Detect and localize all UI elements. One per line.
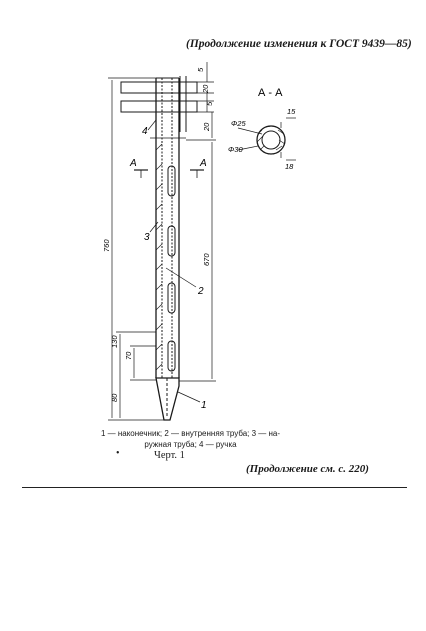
section-inner-circle bbox=[262, 131, 280, 149]
horizontal-rule bbox=[22, 487, 407, 488]
dim-5-top: 5 bbox=[196, 67, 205, 72]
dim-70: 70 bbox=[124, 351, 133, 360]
section-dim-25: Φ25 bbox=[231, 119, 246, 128]
section-dim-18: 18 bbox=[285, 162, 294, 171]
figure-caption: Черт. 1 bbox=[154, 450, 185, 461]
dim-5-b: 5 bbox=[205, 101, 214, 106]
section-mark-left: A bbox=[130, 158, 137, 169]
dim-80: 80 bbox=[110, 393, 119, 402]
dim-130: 130 bbox=[110, 335, 119, 348]
section-title: А - А bbox=[258, 87, 283, 99]
section-dim-15: 15 bbox=[287, 107, 296, 116]
dim-20-a: 20 bbox=[201, 84, 210, 93]
legend-line-2: ружная труба; 4 — ручка bbox=[144, 440, 237, 449]
mark-dot: • bbox=[116, 448, 120, 459]
dim-20-c: 20 bbox=[202, 122, 211, 131]
legend-line-1: 1 — наконечник; 2 — внутренняя труба; 3 — на- bbox=[100, 429, 281, 438]
continuation-footer: (Продолжение см. с. 220) bbox=[246, 463, 369, 475]
callout-1: 1 bbox=[201, 400, 207, 411]
section-mark-right: A bbox=[200, 158, 207, 169]
slot-3 bbox=[168, 283, 175, 313]
callout-4: 4 bbox=[142, 126, 148, 137]
dim-670: 670 bbox=[202, 253, 211, 266]
callout-3: 3 bbox=[144, 232, 150, 243]
dim-760: 760 bbox=[102, 239, 111, 252]
callout-2: 2 bbox=[198, 286, 204, 297]
section-outer-circle bbox=[257, 126, 285, 154]
legend bbox=[78, 428, 303, 450]
continuation-header: (Продолжение изменения к ГОСТ 9439—85) bbox=[186, 38, 412, 50]
section-dim-30: Φ30 bbox=[228, 145, 243, 154]
